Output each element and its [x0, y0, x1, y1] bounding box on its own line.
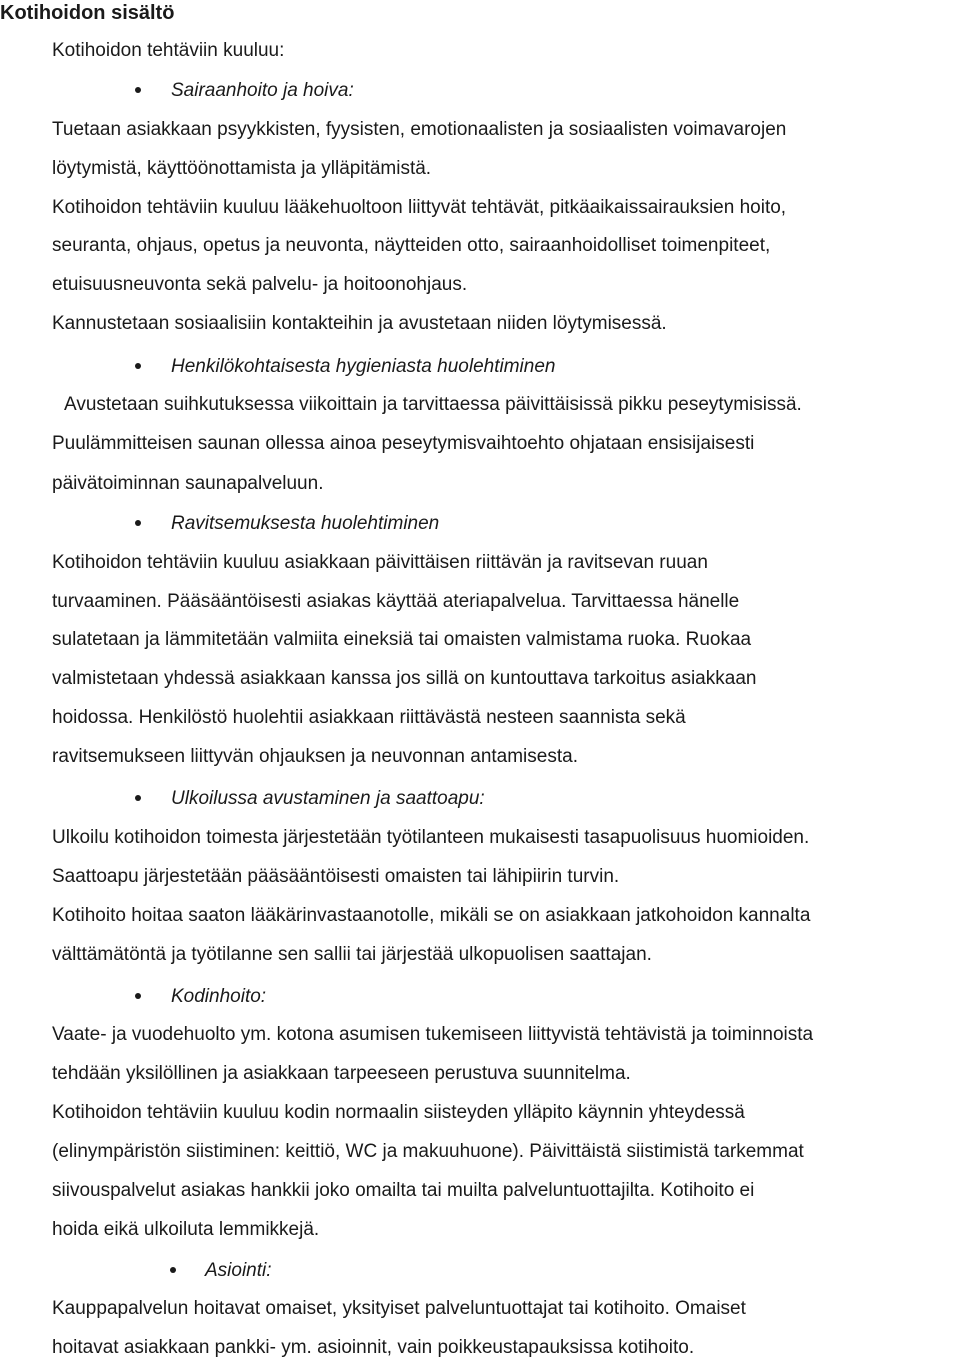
paragraph-line: siivouspalvelut asiakas hankkii joko omailta tai muilta palveluntuottajilta. Kotihoito ei — [52, 1180, 755, 1201]
section-label: Asiointi: — [205, 1260, 272, 1281]
section-label: Ravitsemuksesta huolehtiminen — [171, 513, 440, 534]
section-label: Ulkoilussa avustaminen ja saattoapu: — [171, 788, 485, 809]
paragraph-line: hoidossa. Henkilöstö huolehtii asiakkaan riittävästä nesteen saannista sekä — [52, 707, 686, 728]
bullet-icon — [135, 993, 141, 999]
bullet-icon — [135, 363, 141, 369]
paragraph-line: Kannustetaan sosiaalisiin kontakteihin ja avustetaan niiden löytymisessä. — [52, 313, 667, 334]
paragraph-line: välttämätöntä ja työtilanne sen sallii tai järjestää ulkopuolisen saattajan. — [52, 944, 652, 965]
paragraph-line: turvaaminen. Pääsääntöisesti asiakas käyttää ateriapalvelua. Tarvittaessa hänelle — [52, 591, 740, 612]
paragraph-line: Kotihoidon tehtäviin kuuluu kodin normaalin siisteyden ylläpito käynnin yhteydessä — [52, 1102, 745, 1123]
paragraph-line: etuisuusneuvonta sekä palvelu- ja hoitoonohjaus. — [52, 274, 468, 295]
paragraph-line: Saattoapu järjestetään pääsääntöisesti omaisten tai lähipiirin turvin. — [52, 866, 620, 887]
paragraph-line: Kauppapalvelun hoitavat omaiset, yksityiset palveluntuottajat tai kotihoito. Omaiset — [52, 1298, 746, 1319]
section-label: Kodinhoito: — [171, 986, 267, 1007]
bullet-icon — [135, 87, 141, 93]
paragraph-line: valmistetaan yhdessä asiakkaan kanssa jos sillä on kuntouttava tarkoitus asiakkaan — [52, 668, 757, 689]
paragraph-line: päivätoiminnan saunapalveluun. — [52, 473, 324, 494]
paragraph-line: Ulkoilu kotihoidon toimesta järjestetään työtilanteen mukaisesti tasapuolisuus huomioiden. — [52, 827, 810, 848]
paragraph-line: Kotihoidon tehtäviin kuuluu asiakkaan päivittäisen riittävän ja ravitsevan ruuan — [52, 552, 708, 573]
paragraph-line: Kotihoito hoitaa saaton lääkärinvastaanotolle, mikäli se on asiakkaan jatkohoidon kannalta — [52, 905, 811, 926]
paragraph-line: Kotihoidon tehtäviin kuuluu lääkehuoltoon liittyvät tehtävät, pitkäaikaissairauksien hoito, — [52, 197, 787, 218]
paragraph-line: Puulämmitteisen saunan ollessa ainoa peseytymisvaihtoehto ohjataan ensisijaisesti — [52, 433, 755, 454]
paragraph-line: Tuetaan asiakkaan psyykkisten, fyysisten, emotionaalisten ja sosiaalisten voimavarojen — [52, 119, 787, 140]
paragraph-line: ravitsemukseen liittyvän ohjauksen ja neuvonnan antamisesta. — [52, 746, 578, 767]
paragraph-line: tehdään yksilöllinen ja asiakkaan tarpeeseen perustuva suunnitelma. — [52, 1063, 631, 1084]
paragraph-line: hoida eikä ulkoiluta lemmikkejä. — [52, 1219, 320, 1240]
bullet-icon — [135, 520, 141, 526]
paragraph-line: Vaate- ja vuodehuolto ym. kotona asumisen tukemiseen liittyvistä tehtävistä ja toiminnoista — [52, 1024, 814, 1045]
paragraph-line: hoitavat asiakkaan pankki- ym. asioinnit, vain poikkeustapauksissa kotihoito. — [52, 1337, 695, 1358]
paragraph-line: sulatetaan ja lämmitetään valmiita eineksiä tai omaisten valmistama ruoka. Ruokaa — [52, 629, 752, 650]
page-title: Kotihoidon sisältö — [0, 2, 175, 24]
bullet-icon — [170, 1267, 176, 1273]
paragraph-line: Avustetaan suihkutuksessa viikoittain ja tarvittaessa päivittäisissä pikku peseytymisissä. — [64, 394, 802, 415]
section-label: Henkilökohtaisesta hygieniasta huolehtiminen — [171, 356, 556, 377]
paragraph-line: löytymistä, käyttöönottamista ja ylläpitämistä. — [52, 158, 432, 179]
bullet-icon — [135, 795, 141, 801]
intro-text: Kotihoidon tehtäviin kuuluu: — [52, 40, 285, 61]
section-label: Sairaanhoito ja hoiva: — [171, 80, 354, 101]
paragraph-line: (elinympäristön siistiminen: keittiö, WC ja makuuhuone). Päivittäistä siistimistä tarkemmat — [52, 1141, 804, 1162]
paragraph-line: seuranta, ohjaus, opetus ja neuvonta, näytteiden otto, sairaanhoidolliset toimenpiteet, — [52, 235, 771, 256]
